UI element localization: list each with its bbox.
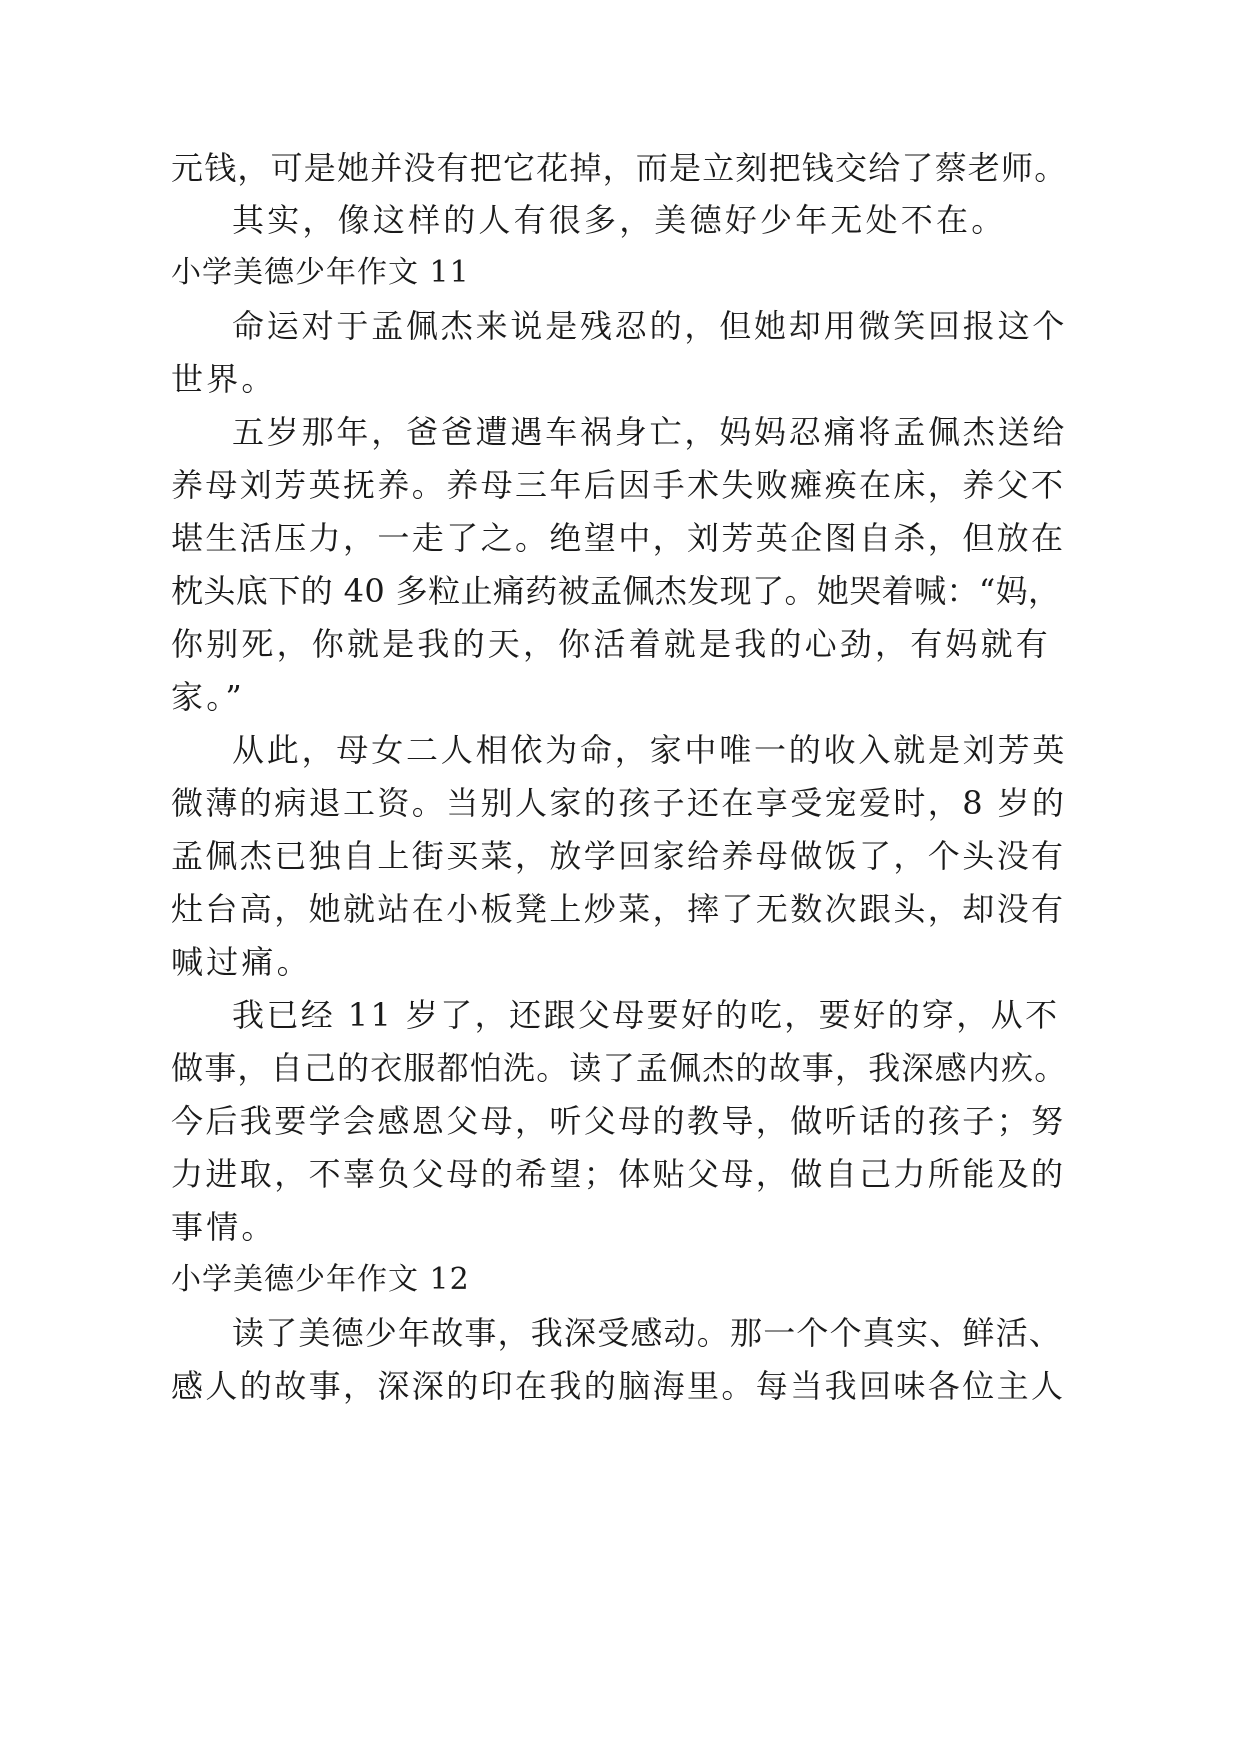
text-line: 其实，像这样的人有很多，美德好少年无处不在。	[232, 201, 1007, 239]
text-line: 我已经 11 岁了，还跟父母要好的吃，要好的穿，从不	[232, 996, 1060, 1034]
text-line: 命运对于孟佩杰来说是残忍的，但她却用微笑回报这个	[232, 307, 1068, 345]
text-line: 世界。	[171, 360, 277, 398]
text-line: 灶台高，她就站在小板凳上炒菜，摔了无数次跟头，却没有	[171, 890, 1066, 928]
text-line: 孟佩杰已独自上街买菜，放学回家给养母做饭了，个头没有	[171, 837, 1066, 875]
text-line: 堪生活压力，一走了之。绝望中，刘芳英企图自杀，但放在	[171, 519, 1066, 557]
text-line: 养母刘芳英抚养。养母三年后因手术失败瘫痪在床，养父不	[171, 466, 1066, 504]
text-line: 从此，母女二人相依为命，家中唯一的收入就是刘芳英	[232, 731, 1068, 769]
text-line: 元钱，可是她并没有把它花掉，而是立刻把钱交给了蔡老师。	[171, 149, 1068, 187]
text-line: 读了美德少年故事，我深受感动。那一个个真实、鲜活、	[232, 1314, 1063, 1352]
text-line: 力进取，不辜负父母的希望；体贴父母，做自己力所能及的	[171, 1155, 1066, 1193]
text-line: 枕头底下的 40 多粒止痛药被孟佩杰发现了。她哭着喊：“妈，	[171, 572, 1061, 610]
text-line: 微薄的病退工资。当别人家的孩子还在享受宠爱时，8 岁的	[171, 784, 1067, 822]
text-line: 家。”	[171, 678, 245, 716]
text-line: 感人的故事，深深的印在我的脑海里。每当我回味各位主人	[171, 1367, 1066, 1405]
text-line: 做事，自己的衣服都怕洗。读了孟佩杰的故事，我深感内疚。	[171, 1049, 1068, 1087]
text-line: 事情。	[171, 1208, 277, 1246]
text-line: 五岁那年，爸爸遭遇车祸身亡，妈妈忍痛将孟佩杰送给	[232, 413, 1068, 451]
text-line: 你别死，你就是我的天，你活着就是我的心劲，有妈就有	[171, 625, 1052, 663]
section-heading: 小学美德少年作文 11	[171, 255, 470, 290]
section-heading: 小学美德少年作文 12	[171, 1262, 470, 1297]
text-line: 喊过痛。	[171, 943, 312, 981]
text-line: 今后我要学会感恩父母，听父母的教导，做听话的孩子；努	[171, 1102, 1066, 1140]
